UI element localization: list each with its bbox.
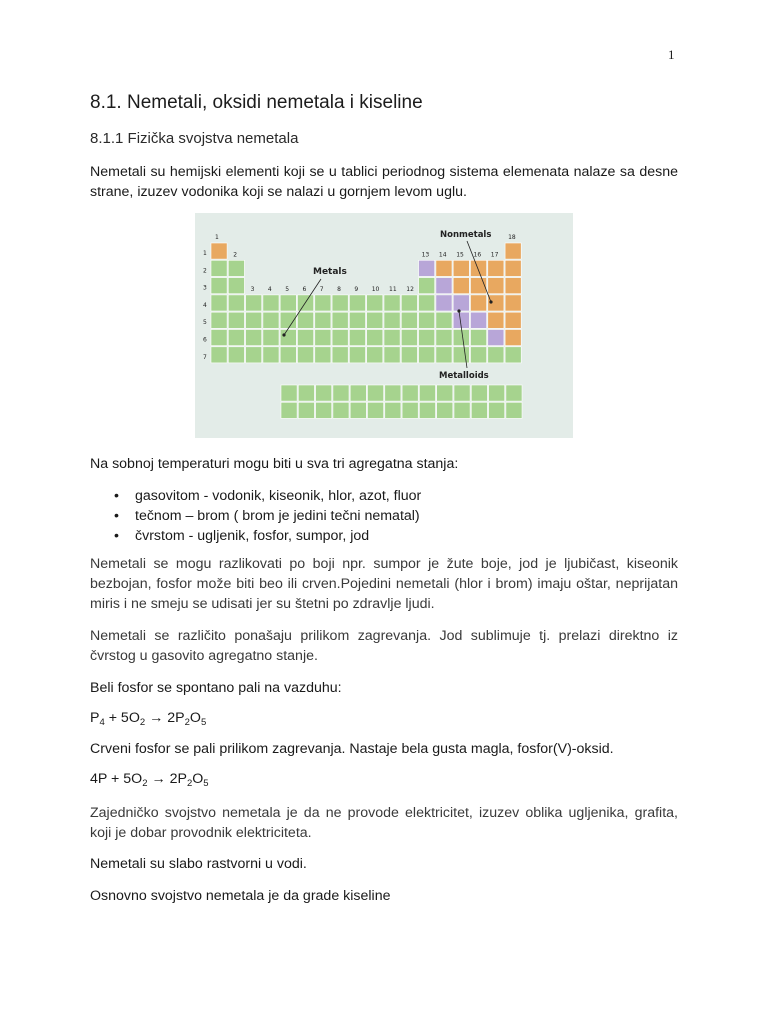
element-cell (211, 260, 227, 276)
element-cell (402, 385, 418, 401)
element-cell (211, 312, 227, 328)
element-cell (488, 278, 504, 294)
element-cell (436, 260, 452, 276)
subsection-heading: 8.1.1 Fizička svojstva nemetala (90, 130, 299, 147)
element-cell (315, 295, 331, 311)
list-item: • čvrstom - ugljenik, fosfor, sumpor, jod (114, 528, 370, 544)
acids-paragraph: Osnovno svojstvo nemetala je da grade kiseline (90, 888, 391, 904)
element-cell (246, 330, 262, 346)
group-number: 6 (302, 285, 307, 293)
element-cell (211, 347, 227, 363)
element-cell (401, 312, 417, 328)
element-cell (298, 347, 314, 363)
element-cell (246, 312, 262, 328)
element-cell (419, 347, 435, 363)
element-cell (471, 312, 487, 328)
metalloids-pointer-dot (457, 309, 460, 312)
element-cell (505, 278, 521, 294)
element-cell (385, 385, 401, 401)
group-number: 15 (456, 251, 464, 259)
element-cell (280, 330, 296, 346)
period-number: 5 (203, 319, 207, 327)
intro-paragraph: Nemetali su hemijski elementi koji se u tablici periodnog sistema elemenata nalaze sa desne strane, izuzev vodonika koji se nalazi u gornjem levom uglu. (90, 164, 678, 200)
element-cell (281, 402, 297, 418)
element-cell (315, 312, 331, 328)
group-number: 5 (285, 285, 290, 293)
element-cell (436, 295, 452, 311)
element-cell (419, 385, 435, 401)
element-cell (436, 312, 452, 328)
element-cell (453, 330, 469, 346)
element-cell (332, 347, 348, 363)
element-cell (505, 243, 521, 259)
element-cell (505, 295, 521, 311)
element-cell (419, 260, 435, 276)
element-cell (263, 312, 279, 328)
element-cell (211, 278, 227, 294)
group-number: 18 (508, 234, 516, 241)
element-cell (315, 330, 331, 346)
element-cell (211, 295, 227, 311)
nonmetals-label: Nonmetals (440, 230, 492, 240)
nonmetals-pointer-dot (489, 300, 492, 303)
element-cell (471, 385, 487, 401)
element-cell (228, 278, 244, 294)
element-cell (281, 385, 297, 401)
element-cell (280, 347, 296, 363)
element-cell (228, 295, 244, 311)
period-number: 3 (203, 284, 207, 292)
group-number: 13 (421, 251, 430, 259)
metalloids-label: Metalloids (439, 371, 489, 381)
group-number: 7 (319, 285, 324, 293)
solubility-paragraph: Nemetali su slabo rastvorni u vodi. (90, 856, 307, 872)
element-cell (505, 347, 521, 363)
list-item: • gasovitom - vodonik, kiseonik, hlor, azot, fluor (114, 488, 422, 504)
metals-label: Metals (313, 267, 347, 277)
element-cell (419, 295, 435, 311)
element-cell (436, 278, 452, 294)
element-cell (488, 330, 504, 346)
element-cell (368, 402, 384, 418)
metals-pointer-dot (282, 333, 285, 336)
element-cell (488, 260, 504, 276)
element-cell (471, 402, 487, 418)
group-number: 4 (267, 285, 272, 293)
group-number: 1 (215, 234, 219, 241)
element-cell (367, 312, 383, 328)
element-cell (454, 385, 470, 401)
element-cell (367, 347, 383, 363)
element-cell (333, 385, 349, 401)
element-cell (367, 330, 383, 346)
element-cell (228, 260, 244, 276)
group-number: 16 (473, 251, 482, 259)
period-number: 2 (203, 267, 207, 275)
group-number: 11 (389, 285, 397, 293)
element-cell (401, 330, 417, 346)
element-cell (332, 330, 348, 346)
element-cell (505, 260, 521, 276)
list-item: • tečnom – brom ( brom je jedini tečni nematal) (114, 508, 420, 524)
white-phosphorus-text: Beli fosfor se spontano pali na vazduhu: (90, 680, 342, 696)
group-number: 12 (406, 285, 414, 293)
element-cell (384, 330, 400, 346)
element-cell (419, 278, 435, 294)
element-cell (489, 402, 505, 418)
element-cell (437, 385, 453, 401)
element-cell (453, 278, 469, 294)
element-cell (488, 347, 504, 363)
element-cell (211, 243, 227, 259)
group-number: 10 (371, 285, 380, 293)
element-cell (332, 312, 348, 328)
element-cell (384, 347, 400, 363)
element-cell (401, 295, 417, 311)
element-cell (350, 385, 366, 401)
page-number: 1 (668, 47, 675, 62)
element-cell (228, 312, 244, 328)
period-number: 7 (203, 353, 207, 361)
group-number: 3 (250, 285, 255, 293)
element-cell (471, 347, 487, 363)
element-cell (437, 402, 453, 418)
element-cell (263, 347, 279, 363)
element-cell (419, 402, 435, 418)
element-cell (453, 347, 469, 363)
element-cell (454, 402, 470, 418)
element-cell (280, 295, 296, 311)
element-cell (298, 330, 314, 346)
element-cell (401, 347, 417, 363)
states-intro: Na sobnoj temperaturi mogu biti u sva tri agregatna stanja: (90, 456, 459, 472)
group-number: 2 (233, 251, 238, 259)
element-cell (228, 330, 244, 346)
element-cell (471, 330, 487, 346)
periodic-table-figure (195, 213, 573, 438)
element-cell (315, 347, 331, 363)
element-cell (471, 260, 487, 276)
element-cell (263, 295, 279, 311)
element-cell (211, 330, 227, 346)
electric-paragraph: Zajedničko svojstvo nemetala je da ne provode elektricitet, izuzev oblika ugljenika, grafita, koji je dobar provodnik elektriciteta. (90, 805, 678, 841)
element-cell (349, 347, 365, 363)
element-cell (419, 312, 435, 328)
element-cell (349, 330, 365, 346)
element-cell (316, 385, 332, 401)
element-cell (488, 312, 504, 328)
element-cell (349, 312, 365, 328)
element-cell (350, 402, 366, 418)
group-number: 8 (337, 285, 341, 293)
element-cell (384, 295, 400, 311)
element-cell (436, 347, 452, 363)
periodic-table-diagram (195, 213, 573, 438)
element-cell (367, 295, 383, 311)
element-cell (505, 330, 521, 346)
element-cell (368, 385, 384, 401)
period-number: 4 (203, 301, 207, 309)
element-cell (332, 295, 348, 311)
heating-paragraph: Nemetali se različito ponašaju prilikom zagrevanja. Jod sublimuje tj. prelazi direktno iz čvrstog u gasovito agregatno stanje. (90, 628, 678, 664)
element-cell (298, 402, 314, 418)
element-cell (316, 402, 332, 418)
element-cell (263, 330, 279, 346)
period-number: 1 (203, 250, 207, 257)
section-heading: 8.1. Nemetali, oksidi nemetala i kiseline (90, 92, 423, 113)
group-number: 14 (438, 251, 447, 259)
element-cell (453, 260, 469, 276)
element-cell (246, 347, 262, 363)
element-cell (419, 330, 435, 346)
group-number: 9 (354, 285, 359, 293)
element-cell (489, 385, 505, 401)
element-cell (402, 402, 418, 418)
element-cell (384, 312, 400, 328)
red-phosphorus-text: Crveni fosfor se pali prilikom zagrevanja. Nastaje bela gusta magla, fosfor(V)-oksid. (90, 741, 614, 757)
element-cell (246, 295, 262, 311)
element-cell (471, 295, 487, 311)
element-cell (228, 347, 244, 363)
equation-white-phosphorus: $P_4 + 5O_2 \to 2P_2O_5$ (90, 710, 207, 728)
element-cell (506, 402, 522, 418)
period-number: 6 (203, 336, 207, 344)
element-cell (349, 295, 365, 311)
group-number: 17 (490, 251, 499, 259)
element-cell (385, 402, 401, 418)
element-cell (298, 385, 314, 401)
element-cell (506, 385, 522, 401)
equation-red-phosphorus: $4P + 5O_2 \to 2P_2O_5$ (90, 771, 209, 789)
element-cell (298, 312, 314, 328)
color-paragraph: Nemetali se mogu razlikovati po boji npr. sumpor je žute boje, jod je ljubičast, kiseonik bezbojan, fosfor može biti beo ili crven.Pojedini nemetali (hlor i brom) imaju oštar, neprijatan miris i ne smeju se udisati jer su štetni po zdravlje ljudi. (90, 556, 678, 612)
element-cell (505, 312, 521, 328)
element-cell (333, 402, 349, 418)
element-cell (453, 295, 469, 311)
states-list (90, 486, 421, 546)
element-cell (436, 330, 452, 346)
